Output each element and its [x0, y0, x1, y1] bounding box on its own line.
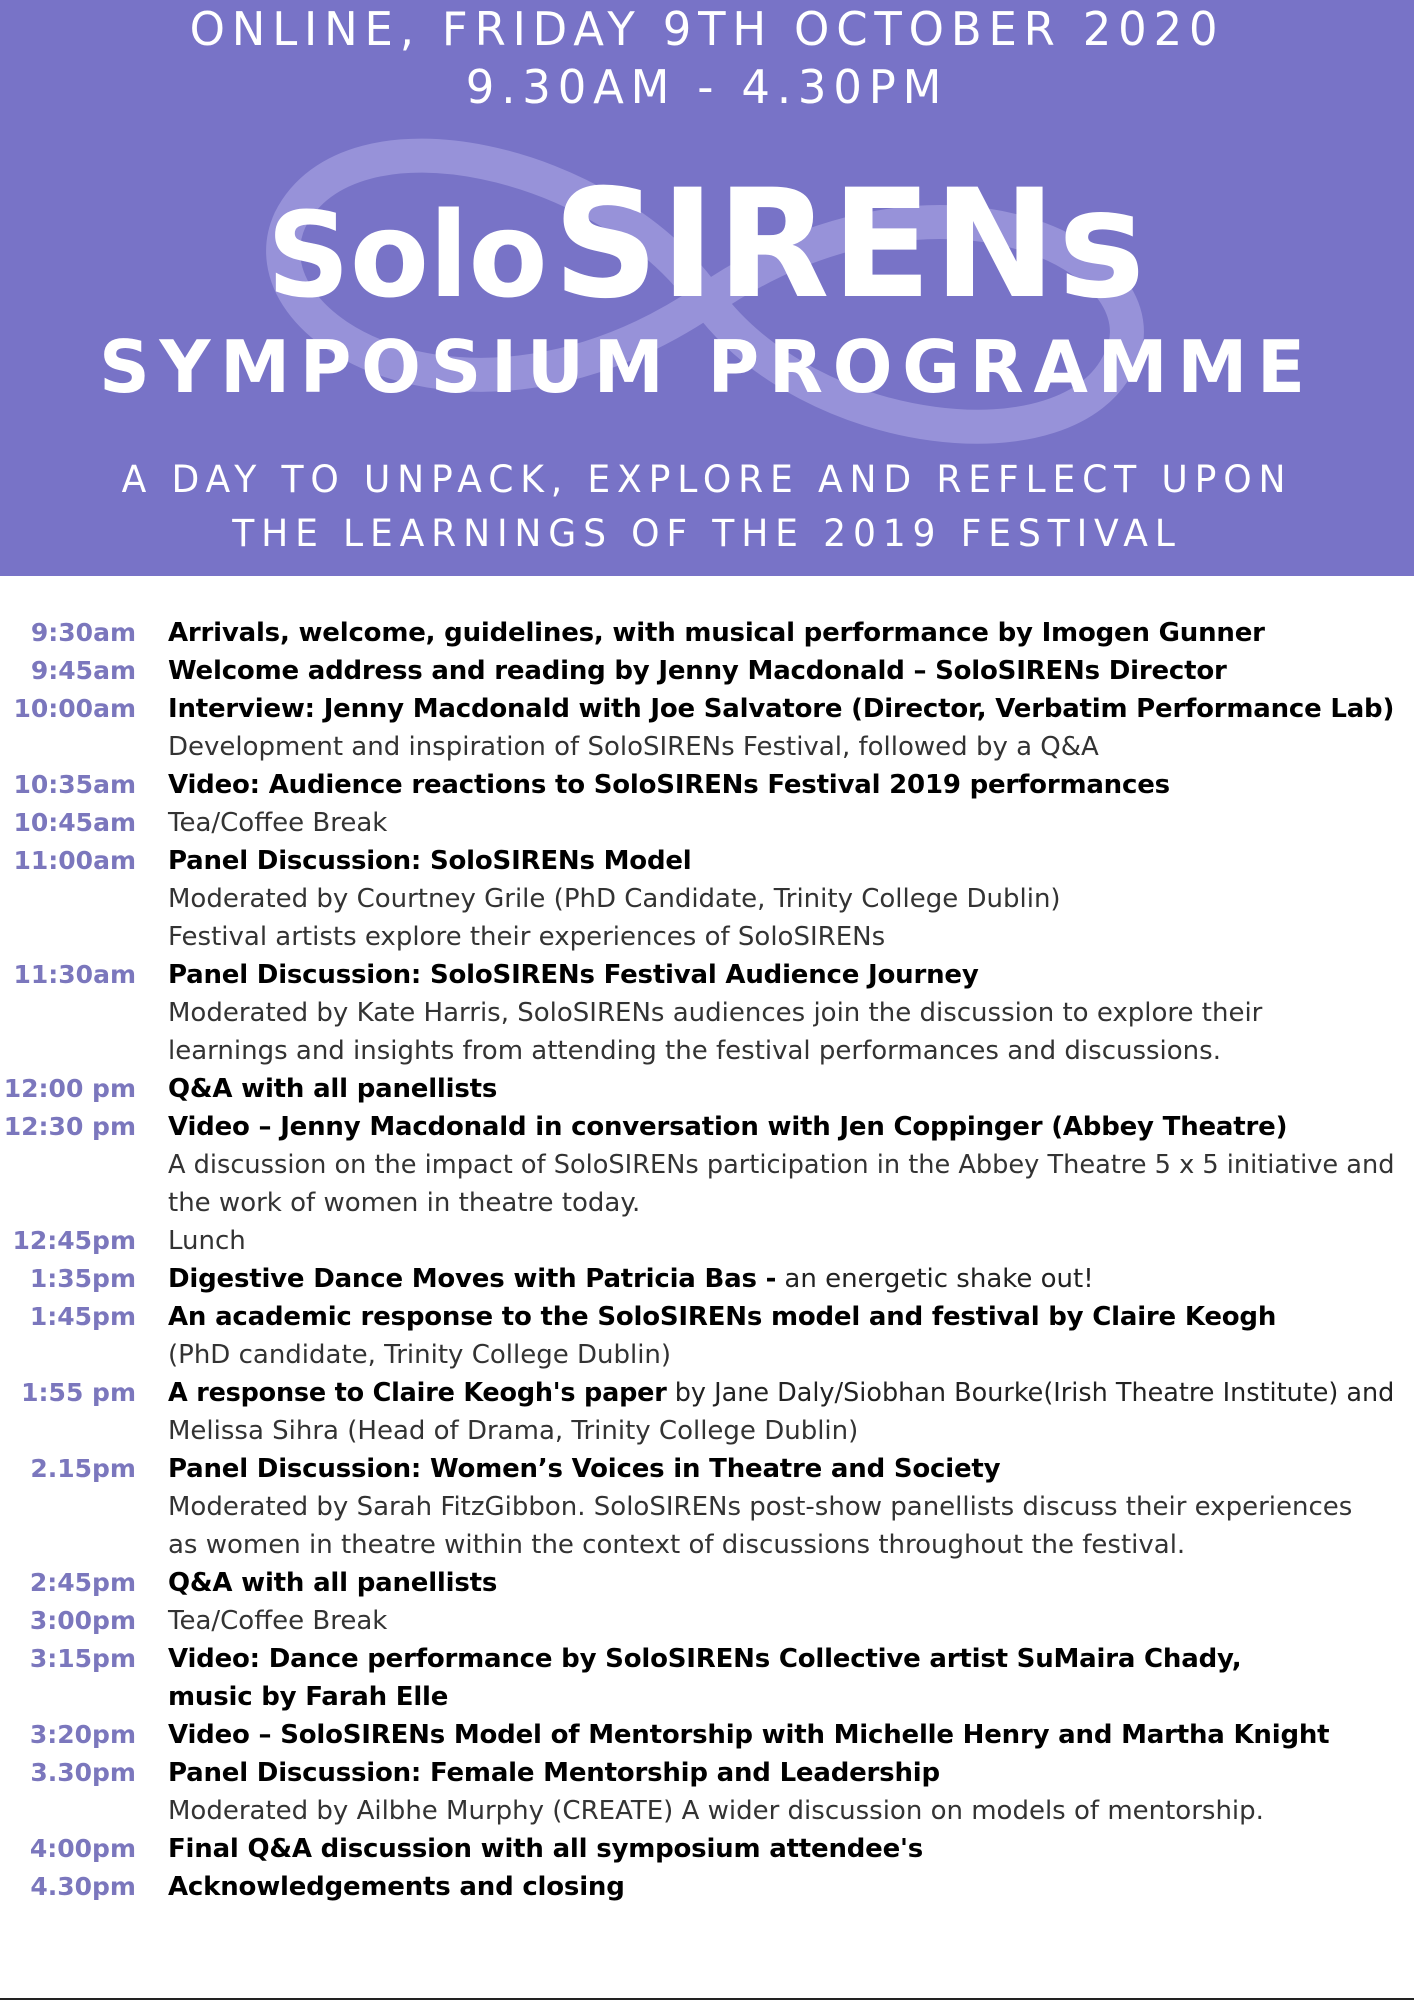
schedule-content [168, 1260, 1368, 1298]
schedule-entry [0, 766, 1414, 804]
schedule-time: 12:45pm [12, 1226, 136, 1255]
brand-part-1: Solo [266, 186, 548, 324]
schedule-detail: Festival artists explore their experiences of SoloSIRENs [168, 922, 886, 952]
schedule-content [168, 956, 1368, 1070]
brand-logo-text [17, 158, 1397, 332]
schedule-title: Interview: Jenny Macdonald with Joe Salvatore (Director, Verbatim Performance Lab) [168, 694, 1395, 724]
schedule-title: Video: Dance performance by SoloSIRENs Collective artist SuMaira Chady, [168, 1644, 1242, 1674]
schedule-detail: A discussion on the impact of SoloSIRENs participation in the Abbey Theatre 5 x 5 initiative and [168, 1150, 1395, 1180]
schedule-time: 3:00pm [29, 1606, 136, 1635]
schedule-time: 10:00am [13, 694, 136, 723]
schedule-entry [0, 1450, 1414, 1564]
schedule-time: 12:30 pm [3, 1112, 136, 1141]
schedule-detail: Moderated by Ailbhe Murphy (CREATE) A wider discussion on models of mentorship. [168, 1796, 1264, 1826]
schedule-content [168, 652, 1368, 690]
schedule-time: 9:45am [30, 656, 136, 685]
schedule-detail: Moderated by Sarah FitzGibbon. SoloSIRENs post-show panellists discuss their experiences [168, 1492, 1353, 1522]
event-hours: 9.30AM - 4.30PM [465, 60, 949, 114]
schedule-content [168, 1222, 1368, 1260]
schedule-entry [0, 1602, 1414, 1640]
schedule-entry [0, 1108, 1414, 1222]
schedule-time: 1:45pm [29, 1302, 136, 1331]
schedule-detail: Moderated by Kate Harris, SoloSIRENs audiences join the discussion to explore their [168, 998, 1263, 1028]
schedule-entry [0, 1260, 1414, 1298]
schedule-content [168, 1640, 1368, 1716]
schedule-title-line [168, 956, 1368, 994]
schedule-time: 2.15pm [30, 1454, 136, 1483]
schedule-content [168, 614, 1368, 652]
tagline-line-2: THE LEARNINGS OF THE 2019 FESTIVAL [232, 512, 1182, 555]
schedule-detail: Melissa Sihra (Head of Drama, Trinity College Dublin) [168, 1416, 859, 1446]
schedule-content [168, 1108, 1395, 1222]
schedule-detail: learnings and insights from attending the festival performances and discussions. [168, 1036, 1221, 1066]
schedule-title: Video – Jenny Macdonald in conversation with Jen Coppinger (Abbey Theatre) [168, 1112, 1288, 1142]
schedule-time: 1:35pm [29, 1264, 136, 1293]
schedule-title-line [168, 1108, 1368, 1146]
schedule-entry [0, 1868, 1414, 1906]
schedule-detail: Tea/Coffee Break [168, 1606, 388, 1636]
schedule-title-line [168, 1260, 1368, 1298]
tagline-line-1: A DAY TO UNPACK, EXPLORE AND REFLECT UPON [121, 458, 1293, 501]
schedule-content [168, 1450, 1368, 1564]
schedule-entry [0, 956, 1414, 1070]
schedule-title-continued: music by Farah Elle [168, 1682, 449, 1712]
schedule-content [168, 766, 1368, 804]
schedule-entry [0, 1070, 1414, 1108]
schedule-entry [0, 1374, 1414, 1450]
schedule-entry [0, 842, 1414, 956]
schedule-content [168, 1716, 1368, 1754]
schedule-title-line [168, 1298, 1368, 1336]
schedule-detail: Lunch [168, 1226, 246, 1256]
schedule-content [168, 1564, 1368, 1602]
schedule-content [168, 1298, 1368, 1374]
schedule-title: Panel Discussion: SoloSIRENs Model [168, 846, 692, 876]
schedule-title: An academic response to the SoloSIRENs model and festival by Claire Keogh [168, 1302, 1277, 1332]
schedule-time: 1:55 pm [21, 1378, 136, 1407]
schedule-title-line [168, 1564, 1368, 1602]
schedule-entry [0, 614, 1414, 652]
schedule-time: 9:30am [30, 618, 136, 647]
schedule-content [168, 842, 1368, 956]
schedule-time: 11:30am [13, 960, 136, 989]
schedule-title-line [168, 614, 1368, 652]
schedule-title-line [168, 1830, 1368, 1868]
schedule-time: 3:15pm [29, 1644, 136, 1673]
schedule-content [168, 1602, 1368, 1640]
schedule-list [0, 614, 1414, 1906]
schedule-entry [0, 1754, 1414, 1830]
schedule-time: 4:00pm [29, 1834, 136, 1863]
schedule-title: Q&A with all panellists [168, 1074, 498, 1104]
schedule-title-extra: an energetic shake out! [776, 1264, 1094, 1294]
schedule-time: 12:00 pm [3, 1074, 136, 1103]
schedule-content [168, 804, 1368, 842]
schedule-entry [0, 1830, 1414, 1868]
schedule-time: 3:20pm [29, 1720, 136, 1749]
schedule-title-line [168, 766, 1368, 804]
schedule-time: 2:45pm [29, 1568, 136, 1597]
schedule-detail: as women in theatre within the context of discussions throughout the festival. [168, 1530, 1186, 1560]
schedule-title: Acknowledgements and closing [168, 1872, 625, 1902]
event-date: ONLINE, FRIDAY 9TH OCTOBER 2020 [189, 2, 1225, 56]
schedule-content [168, 1868, 1368, 1906]
schedule-title: Q&A with all panellists [168, 1568, 498, 1598]
schedule-content [168, 1830, 1368, 1868]
programme-title: SYMPOSIUM PROGRAMME [99, 325, 1315, 409]
schedule-title-line [168, 652, 1368, 690]
schedule-time: 10:45am [13, 808, 136, 837]
schedule-title-line [168, 842, 1368, 880]
schedule-title-line [168, 1754, 1368, 1792]
schedule-entry [0, 804, 1414, 842]
schedule-title-line [168, 1450, 1368, 1488]
brand-part-2: SIRENs [553, 158, 1148, 332]
schedule-title: Video: Audience reactions to SoloSIRENs Festival 2019 performances [168, 770, 1170, 800]
schedule-time: 3.30pm [30, 1758, 136, 1787]
schedule-title: Final Q&A discussion with all symposium attendee's [168, 1834, 924, 1864]
schedule-content [168, 690, 1395, 766]
schedule-title: Panel Discussion: SoloSIRENs Festival Audience Journey [168, 960, 979, 990]
schedule-content [168, 1754, 1368, 1830]
schedule-title: Panel Discussion: Female Mentorship and Leadership [168, 1758, 940, 1788]
schedule-title: Arrivals, welcome, guidelines, with musical performance by Imogen Gunner [168, 618, 1265, 648]
schedule-entry [0, 690, 1414, 766]
header-banner [0, 0, 1414, 576]
schedule-detail: (PhD candidate, Trinity College Dublin) [168, 1340, 672, 1370]
schedule-title-line [168, 1868, 1368, 1906]
schedule-title: Welcome address and reading by Jenny Macdonald – SoloSIRENs Director [168, 656, 1227, 686]
schedule-time: 11:00am [13, 846, 136, 875]
schedule-detail: Tea/Coffee Break [168, 808, 388, 838]
schedule-entry [0, 1298, 1414, 1374]
schedule-entry [0, 1222, 1414, 1260]
schedule-title: Panel Discussion: Women’s Voices in Theatre and Society [168, 1454, 1001, 1484]
schedule-content [168, 1374, 1395, 1450]
schedule-time: 10:35am [13, 770, 136, 799]
schedule-content [168, 1070, 1368, 1108]
schedule-title: Video – SoloSIRENs Model of Mentorship with Michelle Henry and Martha Knight [168, 1720, 1330, 1750]
schedule-entry [0, 1640, 1414, 1716]
schedule-title-line [168, 1374, 1395, 1412]
schedule-entry [0, 1716, 1414, 1754]
schedule-title-extra: by Jane Daly/Siobhan Bourke(Irish Theatre Institute) and [666, 1378, 1395, 1408]
schedule-title: A response to Claire Keogh's paper [168, 1378, 667, 1408]
schedule-title: Digestive Dance Moves with Patricia Bas - [168, 1264, 777, 1294]
schedule-detail: Development and inspiration of SoloSIRENs Festival, followed by a Q&A [168, 732, 1099, 762]
schedule-detail: the work of women in theatre today. [168, 1188, 641, 1218]
schedule-detail: Moderated by Courtney Grile (PhD Candidate, Trinity College Dublin) [168, 884, 1061, 914]
schedule-title-line [168, 690, 1395, 728]
schedule-entry [0, 652, 1414, 690]
schedule-time: 4.30pm [30, 1872, 136, 1901]
schedule-entry [0, 1564, 1414, 1602]
schedule-title-line [168, 1640, 1368, 1678]
schedule-title-line [168, 1716, 1368, 1754]
schedule-title-line [168, 1070, 1368, 1108]
